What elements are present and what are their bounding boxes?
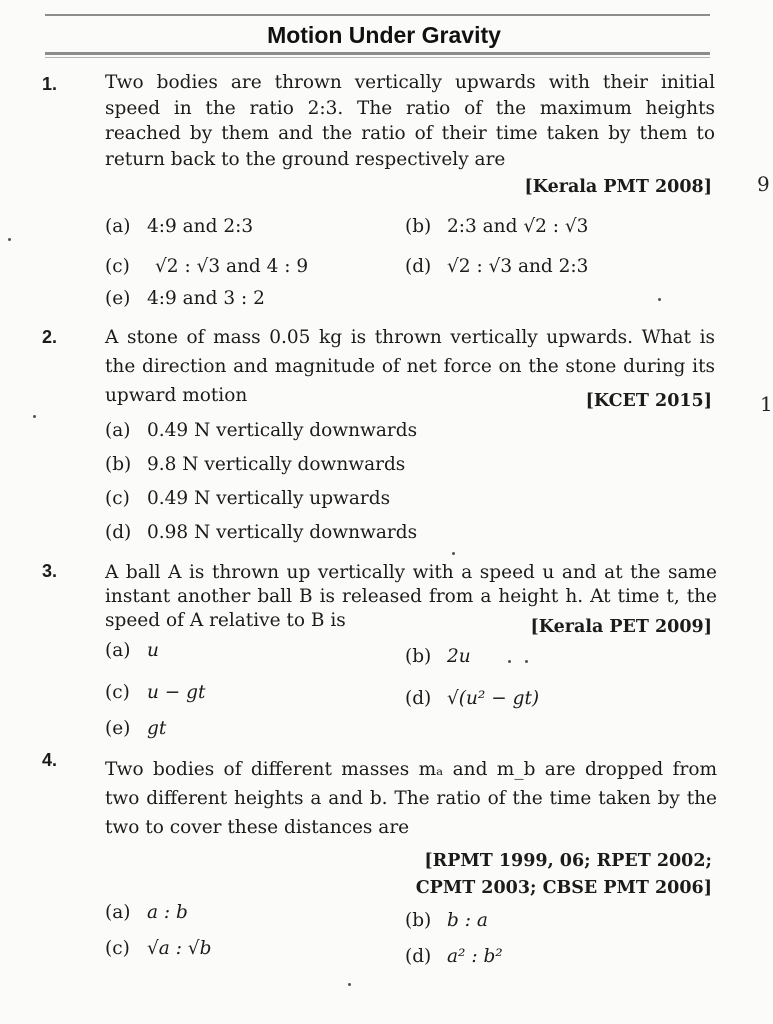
option-text: a : b [147, 902, 188, 923]
option-label: (b) [405, 216, 432, 237]
option [105, 454, 405, 475]
scan-speck [348, 983, 351, 986]
option [405, 688, 539, 709]
option-text: √2 : √3 and 2:3 [447, 256, 589, 277]
scan-speck [33, 415, 36, 418]
page-title: Motion Under Gravity [267, 22, 501, 48]
question-number: 1. [42, 74, 58, 94]
option-text: u [147, 640, 159, 661]
option [105, 682, 205, 703]
source-line: [RPMT 1999, 06; RPET 2002; [424, 851, 712, 871]
option-label: (d) [405, 688, 432, 709]
question-number: 4. [42, 750, 58, 770]
option-label: (b) [105, 454, 132, 475]
option-label: (a) [105, 420, 131, 441]
option-text: 4:9 and 2:3 [147, 216, 254, 237]
question-text: A stone of mass 0.05 kg is thrown vertically upwards. What is the direction and magnitude of net force on the stone during its upward motion [105, 327, 715, 406]
option [405, 946, 503, 967]
scan-speck [508, 660, 511, 663]
question-source: [KCET 2015] [585, 391, 712, 411]
option [105, 256, 308, 277]
option-text: b : a [447, 910, 488, 931]
option-text: 9.8 N vertically downwards [147, 454, 406, 475]
option-label: (c) [105, 488, 130, 509]
option-label: (b) [405, 646, 432, 667]
option-text: u − gt [147, 682, 206, 703]
scan-speck [8, 238, 11, 241]
header-rule-top [45, 14, 710, 16]
option-text: 4:9 and 3 : 2 [147, 288, 265, 309]
option-text: √a : √b [147, 938, 212, 959]
option [405, 256, 588, 277]
option [105, 216, 253, 237]
margin-mark: 1 [760, 392, 773, 416]
option-label: (c) [105, 682, 130, 703]
option [105, 288, 265, 309]
option-label: (d) [405, 946, 432, 967]
option-text: 2:3 and √2 : √3 [447, 216, 589, 237]
option [105, 902, 188, 923]
option-text: 0.49 N vertically upwards [147, 488, 391, 509]
option [105, 488, 390, 509]
option-text: √(u² − gt) [447, 688, 540, 709]
margin-mark: 9 [757, 172, 770, 196]
scan-speck [658, 298, 661, 301]
option-label: (a) [105, 216, 131, 237]
option-label: (e) [105, 288, 131, 309]
option-label: (a) [105, 902, 131, 923]
option [405, 216, 588, 237]
option-label: (c) [105, 256, 130, 277]
source-line: CPMT 2003; CBSE PMT 2006] [415, 878, 712, 898]
option [105, 420, 417, 441]
option-label: (d) [105, 522, 132, 543]
option [105, 640, 159, 661]
option-label: (a) [105, 640, 131, 661]
option-label: (c) [105, 938, 130, 959]
question-number: 3. [42, 561, 58, 581]
option-text: 2u [447, 646, 471, 667]
question-text: Two bodies of different masses mₐ and m_b are dropped from two different heights a and b. The ratio of the time taken by the two to cover these distances are [105, 759, 717, 838]
option-text: a² : b² [447, 946, 503, 967]
option-text: √2 : √3 and 4 : 9 [155, 256, 309, 277]
question-source [416, 848, 712, 902]
question-text: Two bodies are thrown vertically upwards with their initial speed in the ratio 2:3. The ratio of the maximum heights reached by them and the ratio of their time taken by them to return back to the ground respectively are [105, 72, 715, 170]
option-text: 0.98 N vertically downwards [147, 522, 418, 543]
option [405, 910, 488, 931]
question-source: [Kerala PMT 2008] [524, 177, 712, 197]
scan-speck [525, 660, 528, 663]
option-label: (b) [405, 910, 432, 931]
option-text: gt [147, 718, 167, 739]
header-rule-shadow [45, 57, 710, 58]
option-label: (e) [105, 718, 131, 739]
option-text: 0.49 N vertically downwards [147, 420, 418, 441]
scan-speck [452, 552, 455, 555]
option [105, 938, 211, 959]
option-label: (d) [405, 256, 432, 277]
question-text: A ball A is thrown up vertically with a speed u and at the same instant another ball B is released from a height h. At time t, the speed of A relative to B is [105, 562, 717, 631]
option [105, 718, 166, 739]
option [405, 646, 471, 667]
option [105, 522, 417, 543]
header-rule-bottom [45, 52, 710, 55]
question-source: [Kerala PET 2009] [530, 617, 712, 637]
question-number: 2. [42, 327, 58, 347]
